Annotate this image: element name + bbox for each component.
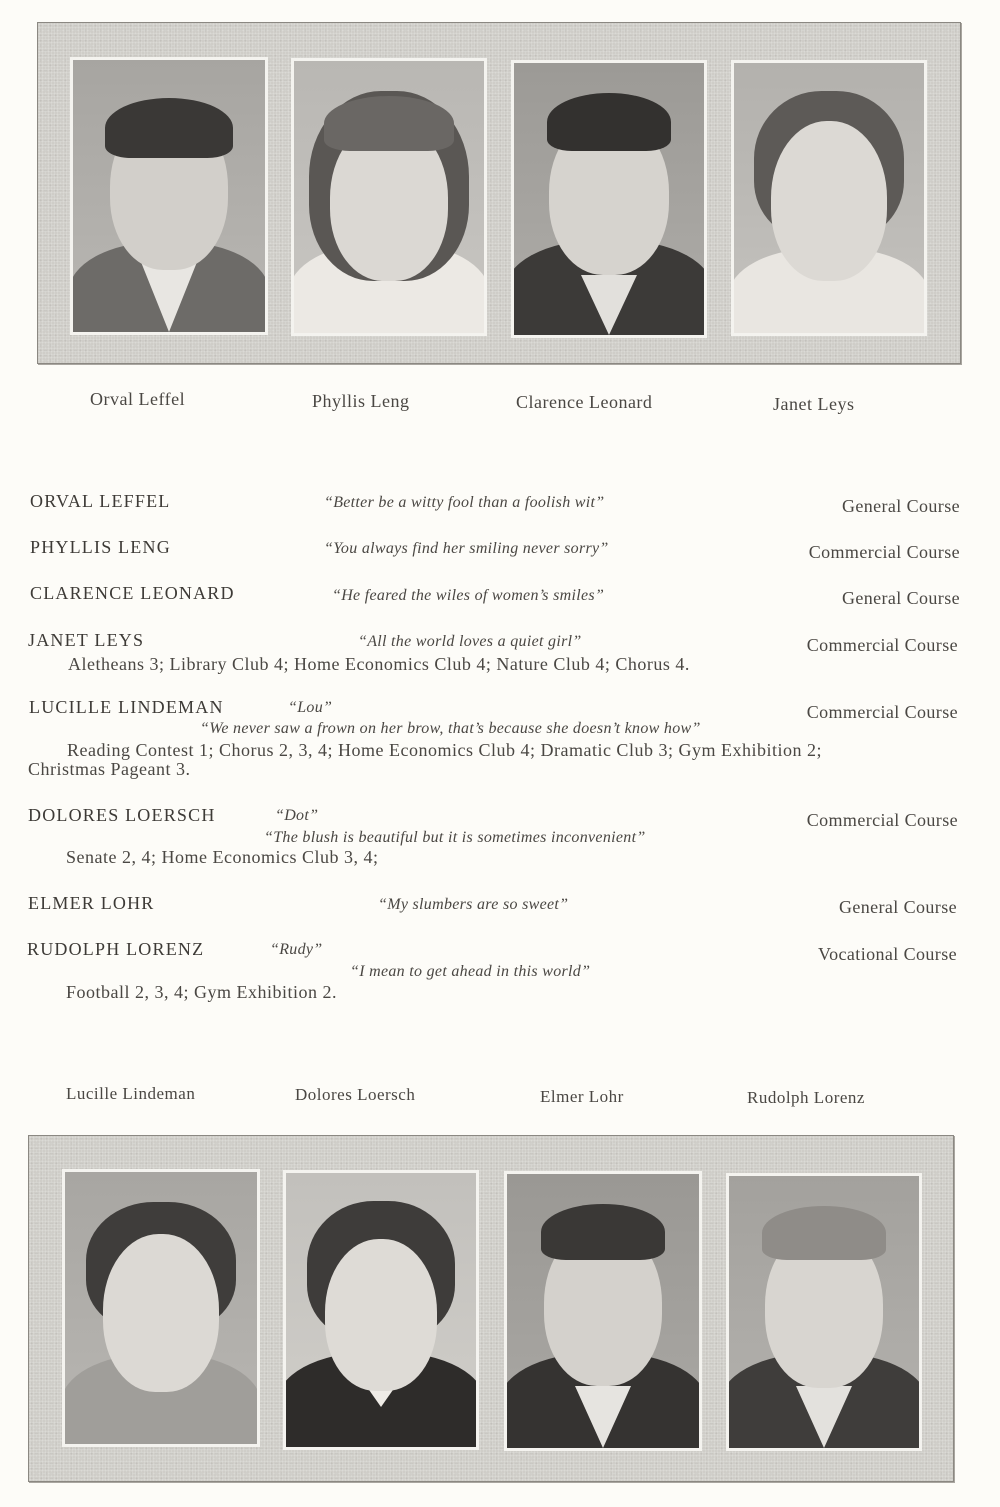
portrait-lucille-lindeman — [62, 1169, 260, 1447]
caption-clarence-leonard: Clarence Leonard — [516, 392, 653, 412]
entry-name: ELMER LOHR — [28, 893, 155, 913]
entry-course: Commercial Course — [808, 542, 960, 562]
entry-quote: “He feared the wiles of women’s smiles” — [332, 587, 605, 604]
entry-nickname: “Lou” — [288, 699, 333, 716]
entry-quote: “We never saw a frown on her brow, that’s because she doesn’t know how” — [200, 720, 701, 737]
caption-janet-leys: Janet Leys — [773, 394, 855, 414]
entry-nickname: “Dot” — [275, 807, 319, 824]
portrait-rudolph-lorenz — [726, 1173, 922, 1451]
entry-quote: “My slumbers are so sweet” — [378, 896, 569, 913]
entry-name: DOLORES LOERSCH — [28, 805, 216, 825]
portrait-phyllis-leng — [291, 58, 487, 336]
entry-course: General Course — [838, 897, 957, 917]
entry-course: General Course — [841, 496, 960, 516]
entry-name: CLARENCE LEONARD — [30, 583, 235, 603]
entry-name: JANET LEYS — [28, 630, 145, 650]
entry-name: RUDOLPH LORENZ — [27, 939, 205, 959]
entry-quote: “You always find her smiling never sorry” — [324, 540, 609, 557]
portrait-dolores-loersch — [283, 1170, 479, 1450]
portrait-janet-leys — [731, 60, 927, 336]
entry-course: Commercial Course — [806, 810, 958, 830]
entry-quote: “All the world loves a quiet girl” — [358, 633, 582, 650]
caption-elmer-lohr: Elmer Lohr — [540, 1087, 624, 1106]
entry-course: Commercial Course — [806, 702, 958, 722]
entry-quote: “Better be a witty fool than a foolish wit” — [324, 494, 605, 511]
portrait-clarence-leonard — [511, 60, 707, 338]
entry-activities: Reading Contest 1; Chorus 2, 3, 4; Home Economics Club 4; Dramatic Club 3; Gym Exhibition 2; — [67, 740, 822, 760]
entry-course: Commercial Course — [806, 635, 958, 655]
entry-activities: Senate 2, 4; Home Economics Club 3, 4; — [66, 847, 379, 867]
portrait-orval-leffel — [70, 57, 268, 335]
entry-quote: “I mean to get ahead in this world” — [350, 963, 591, 980]
top-photo-panel — [37, 22, 961, 364]
caption-rudolph-lorenz: Rudolph Lorenz — [747, 1088, 865, 1107]
caption-phyllis-leng: Phyllis Leng — [312, 391, 410, 411]
entry-quote: “The blush is beautiful but it is sometimes inconvenient” — [264, 829, 646, 846]
portrait-elmer-lohr — [504, 1171, 702, 1451]
entry-name: LUCILLE LINDEMAN — [29, 697, 224, 717]
caption-lucille-lindeman: Lucille Lindeman — [66, 1084, 196, 1103]
entry-activities: Aletheans 3; Library Club 4; Home Economics Club 4; Nature Club 4; Chorus 4. — [68, 654, 690, 674]
caption-dolores-loersch: Dolores Loersch — [295, 1085, 416, 1104]
caption-orval-leffel: Orval Leffel — [90, 389, 186, 409]
bottom-photo-panel — [28, 1135, 954, 1482]
entry-course: Vocational Course — [818, 944, 957, 964]
entry-activities: Football 2, 3, 4; Gym Exhibition 2. — [66, 982, 338, 1002]
entry-name: PHYLLIS LENG — [30, 537, 171, 557]
entry-activities: Christmas Pageant 3. — [28, 759, 191, 779]
entry-course: General Course — [841, 588, 960, 608]
entry-name: ORVAL LEFFEL — [30, 491, 171, 511]
entry-nickname: “Rudy” — [270, 941, 323, 958]
